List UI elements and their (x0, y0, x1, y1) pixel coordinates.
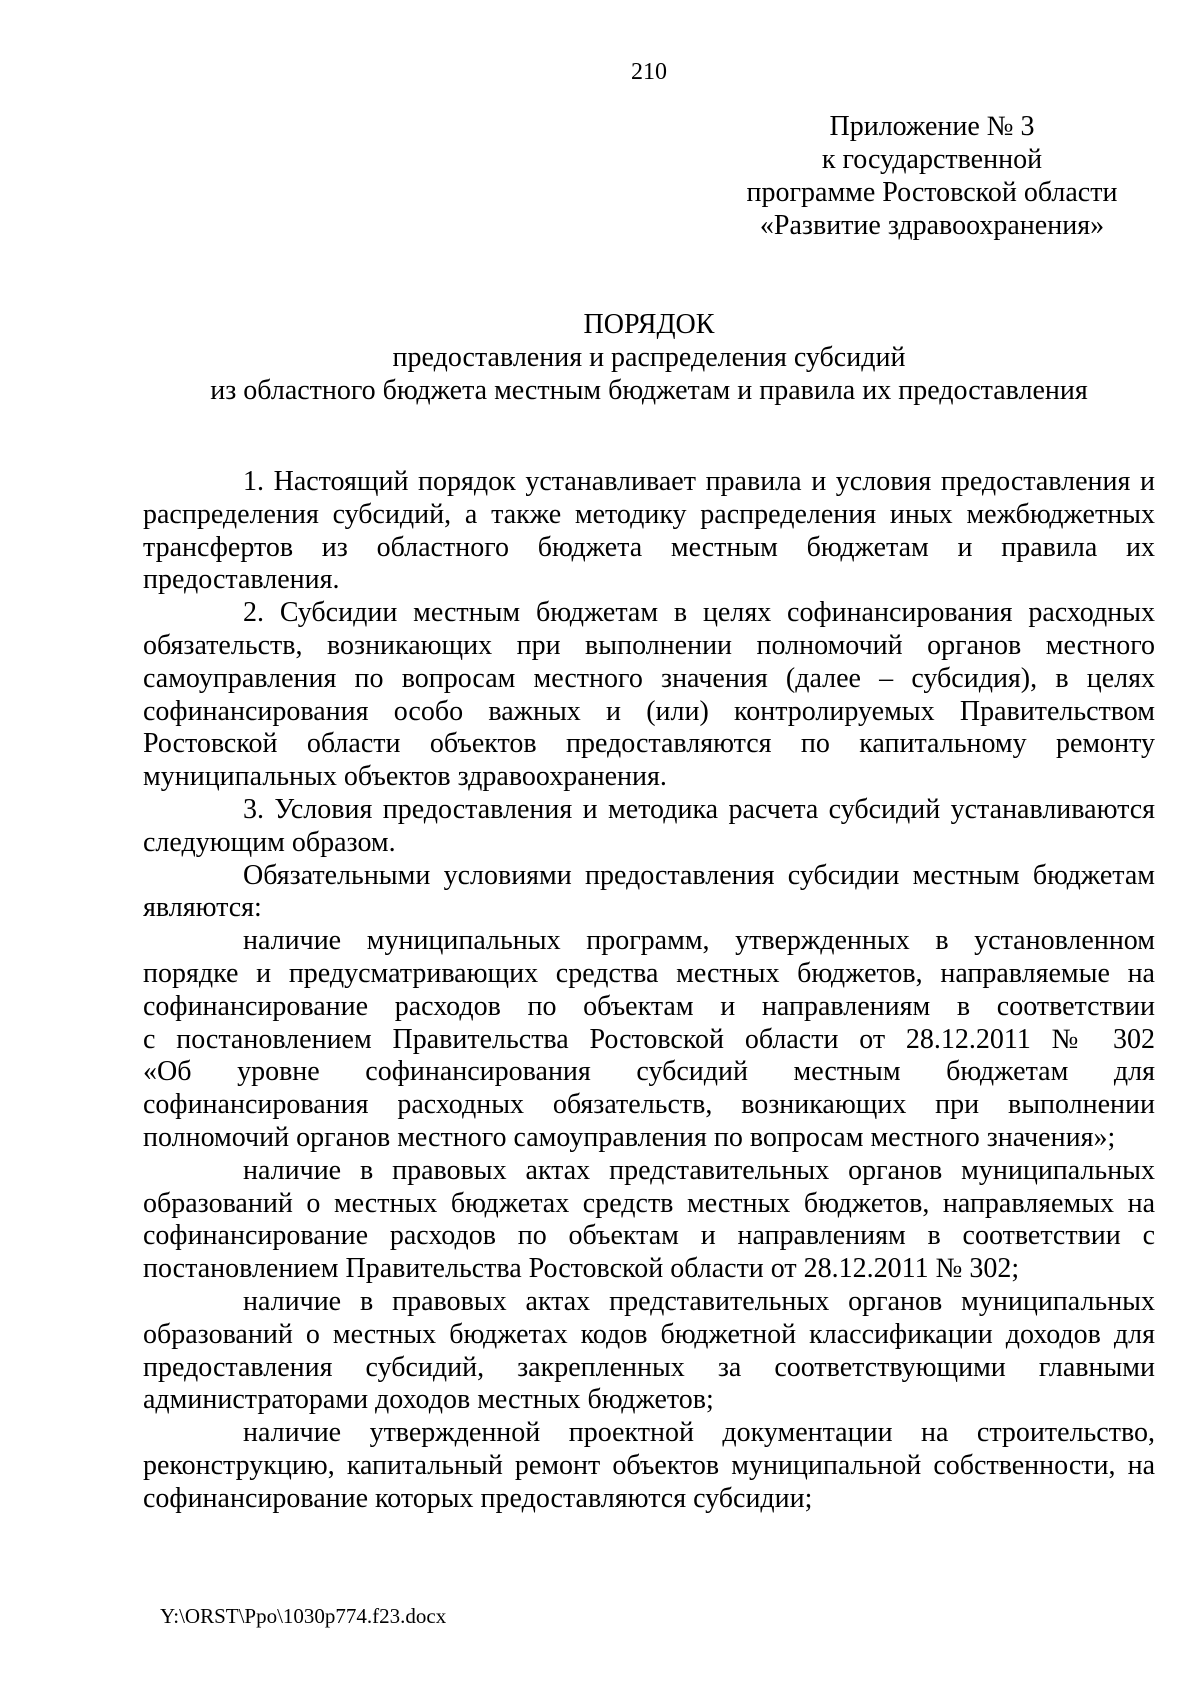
document-body (143, 466, 1155, 1516)
appendix-line: программе Ростовской области (746, 177, 1118, 208)
appendix-line: «Развитие здравоохранения» (759, 210, 1105, 241)
title-line: из областного бюджета местным бюджетам и правила их предоставления (210, 375, 1088, 406)
appendix-header (722, 110, 1142, 242)
paragraph-condition-budget-codes: наличие в правовых актах представительных органов муниципальных образований о местных бюджетах кодов бюджетной классификации доходов для предоставления субсидий, закрепленных за соответствующими главными администраторами доходов местных бюджетов; (143, 1285, 1155, 1416)
paragraph-condition-legal-acts-funds: наличие в правовых актах представительных органов муниципальных образований о местных бюджетах средств местных бюджетов, направляемых на софинансирование расходов по объектам и направлениям в соответствии с постановлением Правительства Ростовской области от 28.12.2011 № 302; (143, 1154, 1155, 1285)
appendix-line: к государственной (821, 144, 1043, 175)
paragraph-3: 3. Условия предоставления и методика расчета субсидий устанавливаются следующим образом. (143, 793, 1155, 858)
title-line: предоставления и распределения субсидий (392, 342, 906, 373)
page-number: 210 (631, 59, 667, 85)
footer-file-path: Y:\ORST\Ppo\1030p774.f23.docx (160, 1604, 447, 1628)
paragraph-2: 2. Субсидии местным бюджетам в целях софинансирования расходных обязательств, возникающих при выполнении полномочий органов местного самоуправления по вопросам местного значения (далее – субсидия), в целях софинансирования особо важных и (или) контролируемых Правительством Ростовской области объектов предоставляются по капитальному ремонту муниципальных объектов здравоохранения. (143, 597, 1155, 793)
paragraph-mandatory-conditions: Обязательными условиями предоставления субсидии местным бюджетам являются: (143, 859, 1155, 924)
paragraph-1: 1. Настоящий порядок устанавливает правила и условия предоставления и распределения субсидий, а также методику распределения иных межбюджетных трансфертов из областного бюджета местным бюджетам и правила их предоставления. (143, 466, 1155, 596)
appendix-line: Приложение № 3 (829, 111, 1035, 142)
paragraph-condition-programs: наличие муниципальных программ, утвержденных в установленном порядке и предусматривающих средства местных бюджетов, направляемые на софинансирование расходов по объектам и направлениям в соответствии с постановлением Правительства Ростовской области от 28.12.2011 № 302 «Об уровне софинансирования субсидий местным бюджетам для софинансирования расходных обязательств, возникающих при выполнении полномочий органов местного самоуправления по вопросам местного значения»; (143, 925, 1155, 1153)
paragraph-condition-project-docs: наличие утвержденной проектной документации на строительство, реконструкцию, капитальный ремонт объектов муниципальной собственности, на софинансирование которых предоставляются субсидии; (143, 1417, 1155, 1514)
title-line: ПОРЯДОК (583, 309, 715, 340)
document-title (143, 308, 1155, 407)
